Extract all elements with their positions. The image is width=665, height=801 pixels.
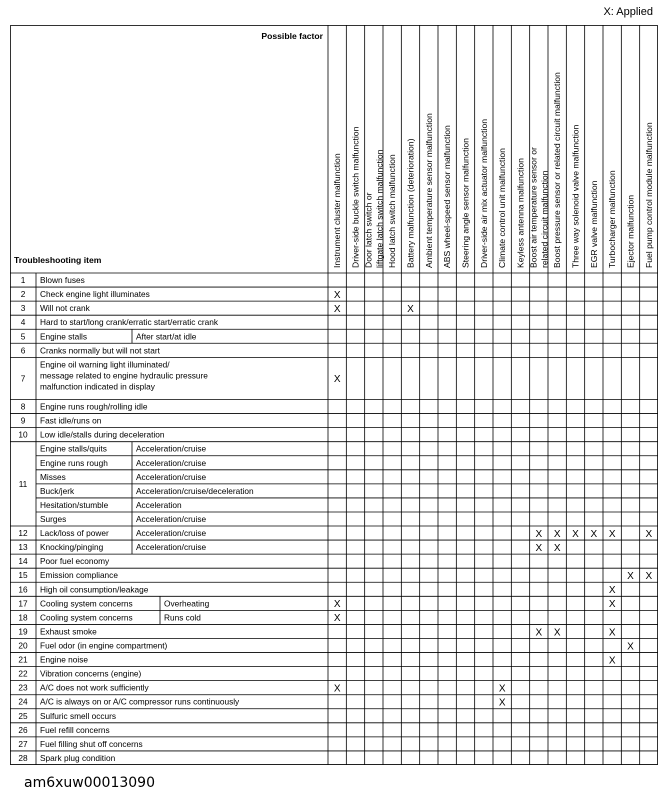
row-condition: Acceleration/cruise [136,443,207,454]
row-number: 13 [18,542,28,553]
applied-mark: X [535,528,543,540]
row-number: 4 [20,317,26,328]
factor-header-5: Battery malfunction (deterioration) [405,138,416,268]
row-number: 3 [20,303,26,314]
row-number: 27 [18,738,28,749]
applied-mark: X [608,528,616,540]
applied-mark: X [333,303,341,315]
applied-mark: X [645,528,653,540]
row-item: Poor fuel economy [40,556,110,567]
applied-mark: X [333,599,341,611]
row-condition: Runs cold [164,612,201,623]
row-item: Sulfuric smell occurs [40,710,117,721]
row-item: Fast idle/runs on [40,415,102,426]
row-condition: Acceleration/cruise [136,457,207,468]
row-condition: Acceleration/cruise/deceleration [136,485,254,496]
applied-mark: X [535,542,543,554]
factor-header-12: related circuit malfunction [539,170,550,268]
factor-header-3: liftgate latch switch malfunction [374,149,385,268]
figure-caption: am6xuw00013090 [24,775,155,791]
row-number: 7 [20,373,26,384]
applied-mark: X [608,655,616,667]
applied-mark: X [627,571,634,583]
row-number: 5 [20,331,26,342]
row-item: Engine stalls [40,331,88,342]
row-item: Fuel odor (in engine compartment) [40,640,168,651]
applied-mark: X [407,303,414,315]
factor-header-4: Hood latch switch malfunction [387,154,398,268]
row-item: Will not crank [40,303,90,314]
row-number: 6 [20,345,26,356]
row-condition: Acceleration [136,499,182,510]
factor-header-11: Keyless antenna malfunction [515,158,526,268]
applied-mark: X [333,289,341,301]
row-number: 19 [18,626,28,637]
factor-header-12: Boost air temperature sensor or [528,147,539,268]
factor-header-7: ABS wheel-speed sensor malfunction [442,125,453,268]
legend: X: Applied [603,6,653,18]
row-item: Misses [40,471,66,482]
row-item: High oil consumption/leakage [40,584,149,595]
row-number: 2 [20,289,26,300]
row-item: Fuel filling shut off concerns [40,738,143,749]
row-number: 23 [18,682,28,693]
row-item: Engine stalls/quits [40,443,107,454]
factor-header-14: Three way solenoid valve malfunction [570,124,581,268]
applied-mark: X [535,627,543,639]
row-number: 25 [18,710,28,721]
row-number: 11 [18,478,28,489]
row-item: Low idle/stalls during deceleration [40,429,165,440]
row-condition: Acceleration/cruise [136,514,207,524]
row-number: 1 [20,275,26,286]
applied-mark: X [333,374,341,386]
factor-header-8: Steering angle sensor malfunction [460,138,471,268]
row-number: 15 [18,570,28,581]
row-item: Cooling system concerns [40,598,133,609]
possible-factor-label: Possible factor [261,31,323,41]
row-number: 16 [18,584,28,595]
row-number: 10 [18,429,28,440]
applied-mark: X [608,627,616,639]
row-number: 18 [18,612,28,623]
row-item: Engine noise [40,654,88,665]
factor-header-1: Instrument cluster malfunction [332,153,343,268]
applied-mark: X [333,683,341,695]
factor-header-18: Fuel pump control module malfunction [643,122,654,268]
row-number: 12 [18,528,28,539]
applied-mark: X [590,528,598,540]
row-item: Cooling system concerns [40,612,133,623]
row-number: 20 [18,640,28,651]
factor-header-10: Climate control unit malfunction [497,148,508,268]
row-number: 28 [18,752,28,763]
row-item: Knocking/pinging [40,542,104,553]
applied-mark: X [572,528,579,540]
factor-header-17: Ejector malfunction [625,194,636,268]
applied-mark: X [608,585,616,597]
row-item: malfunction indicated in display [40,381,155,392]
row-condition: After start/at idle [136,331,197,342]
troubleshooting-table [10,25,658,765]
factor-header-9: Driver-side air mix actuator malfunction [478,118,489,268]
factor-header-15: EGR valve malfunction [588,180,599,268]
row-item: Hesitation/stumble [40,499,109,510]
row-condition: Acceleration/cruise [136,471,207,482]
row-item: A/C is always on or A/C compressor runs continuously [40,696,240,707]
row-number: 17 [18,598,28,609]
row-item: Exhaust smoke [40,626,97,637]
applied-mark: X [645,571,653,583]
row-item: Hard to start/long crank/erratic start/erratic crank [40,317,218,328]
row-item: Blown fuses [40,275,85,286]
row-number: 8 [20,401,26,412]
factor-header-2: Driver-side buckle switch malfunction [350,126,361,268]
factor-header-3: Door latch switch or [363,192,374,268]
applied-mark: X [553,627,561,639]
row-item: Fuel refill concerns [40,724,110,735]
row-number: 22 [18,668,28,679]
row-item: Vibration concerns (engine) [40,668,142,679]
row-item: Engine runs rough [40,457,108,468]
row-condition: Acceleration/cruise [136,542,207,553]
row-item: message related to engine hydraulic pressure [40,370,208,381]
row-number: 24 [18,696,28,707]
row-number: 9 [20,415,26,426]
row-item: Emission compliance [40,570,118,581]
applied-mark: X [608,599,616,611]
applied-mark: X [498,683,506,695]
row-item: Cranks normally but will not start [40,345,160,356]
applied-mark: X [553,528,561,540]
row-item: Surges [40,514,67,524]
row-condition: Acceleration/cruise [136,528,207,539]
row-number: 21 [18,654,28,665]
row-item: Spark plug condition [40,752,116,763]
row-condition: Overheating [164,598,210,609]
row-item: Engine runs rough/rolling idle [40,401,148,412]
row-item: Check engine light illuminates [40,289,150,300]
factor-header-16: Turbocharger malfunction [607,170,618,268]
applied-mark: X [498,697,506,709]
row-number: 14 [18,556,28,567]
row-item: Buck/jerk [40,485,75,496]
factor-header-6: Ambient temperature sensor malfunction [423,113,434,268]
applied-mark: X [553,542,561,554]
factor-header-13: Boost pressure sensor or related circuit malfunction [552,72,563,268]
applied-mark: X [627,641,634,653]
row-number: 26 [18,724,28,735]
row-item: A/C does not work sufficiently [40,682,149,693]
row-item: Engine oil warning light illuminated/ [40,359,170,370]
row-item: Lack/loss of power [40,528,109,539]
troubleshooting-item-label: Troubleshooting item [14,255,102,265]
applied-mark: X [333,613,341,625]
troubleshooting-table-svg [10,25,658,765]
